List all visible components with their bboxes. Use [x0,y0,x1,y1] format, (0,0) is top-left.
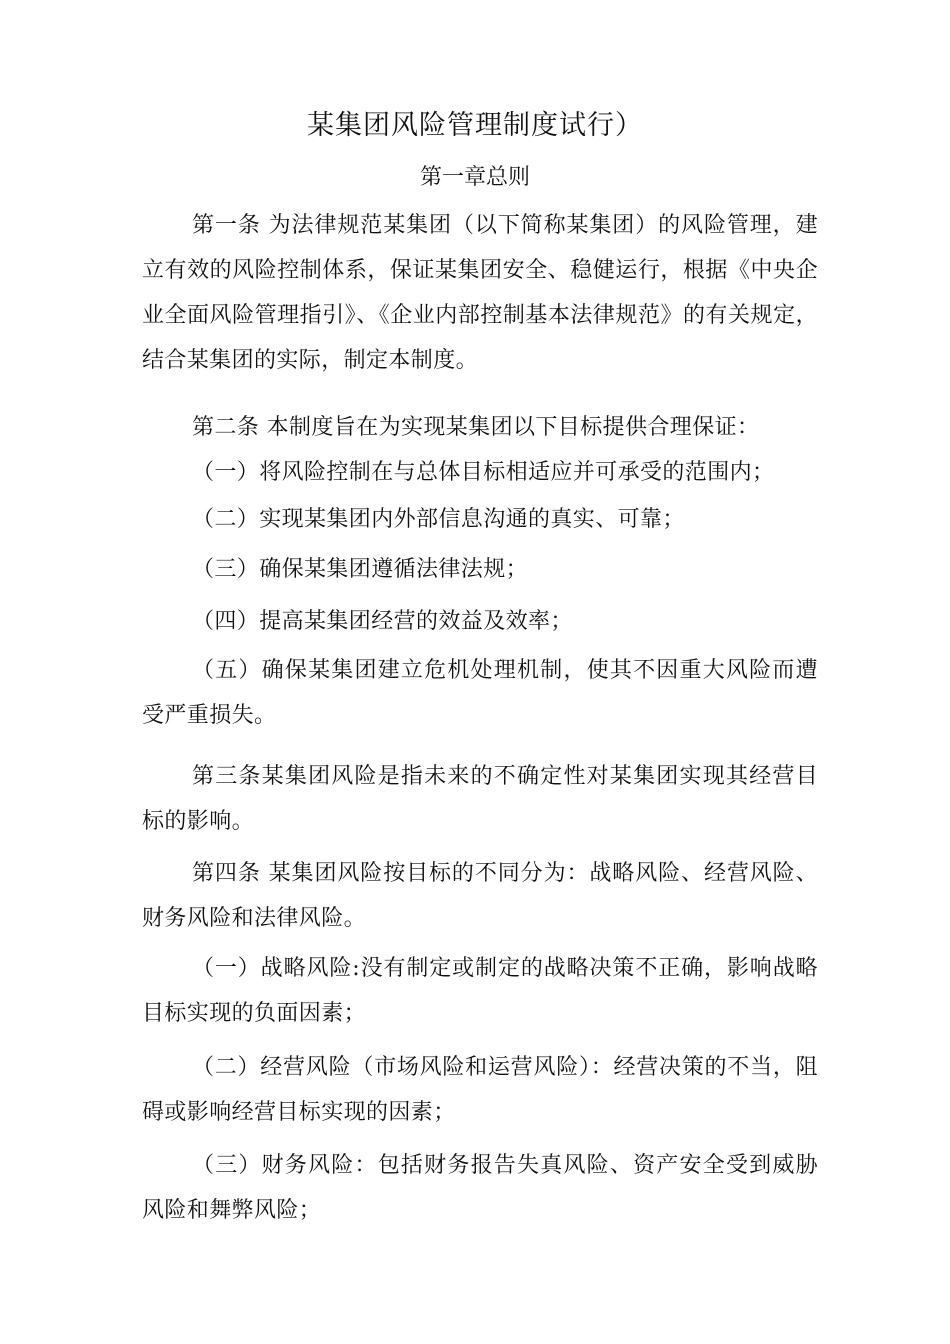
paragraph-article-1: 第一条 为法律规范某集团（以下简称某集团）的风险管理，建立有效的风险控制体系，保证某集团安全、稳健运行，根据《中央企业全面风险管理指引》、《企业内部控制基本法律规范》的有关规定，结合某集团的实际，制定本制度。 [142,213,818,373]
paragraph-article-2: 第二条 本制度旨在为实现某集团以下目标提供合理保证： [192,415,760,440]
paragraph-article-2-item-4: （四）提高某集团经营的效益及效率； [192,609,573,634]
document-title: 某集团风险管理制度试行） [307,110,643,141]
paragraph-article-2-item-3: （三）确保某集团遵循法律法规； [192,557,529,582]
paragraph-article-2-item-5: （五）确保某集团建立危机处理机制，使其不因重大风险而遭受严重损失。 [142,658,818,728]
paragraph-article-4-item-2: （二）经营风险（市场风险和运营风险）：经营决策的不当，阻碍或影响经营目标实现的因素； [142,1055,818,1125]
paragraph-article-2-item-1: （一）将风险控制在与总体目标相适应并可承受的范围内； [192,460,775,485]
paragraph-article-3: 第三条某集团风险是指未来的不确定性对某集团实现其经营目标的影响。 [142,764,818,834]
paragraph-article-4: 第四条 某集团风险按目标的不同分为：战略风险、经营风险、财务风险和法律风险。 [142,861,818,931]
chapter-heading: 第一章总则 [419,165,530,190]
paragraph-article-2-item-2: （二）实现某集团内外部信息沟通的真实、可靠； [192,507,685,532]
paragraph-article-4-item-3: （三）财务风险：包括财务报告失真风险、资产安全受到威胁风险和舞弊风险； [142,1153,818,1223]
paragraph-article-4-item-1: （一）战略风险:没有制定或制定的战略决策不正确，影响战略目标实现的负面因素； [142,956,818,1026]
